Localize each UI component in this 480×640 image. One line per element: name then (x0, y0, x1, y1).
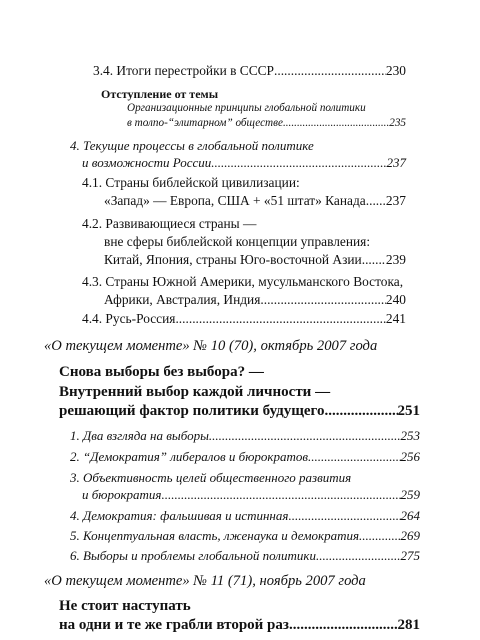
issue-header-10: «О текущем моменте» № 10 (70), октябрь 2007 года (44, 338, 378, 354)
toc-entry-label: 2. “Демократия” либералов и бюрократов (70, 449, 308, 464)
toc-entry-page: 239 (385, 252, 406, 267)
toc-section-2 (70, 449, 420, 465)
toc-entry-page: 230 (385, 63, 406, 78)
digression-line1: Организационные принципы глобальной политики (127, 102, 366, 114)
toc-entry-page: 235 (389, 117, 406, 129)
article-title-line1: Снова выборы без выбора? — (59, 364, 264, 380)
toc-entry-page: 237 (386, 155, 406, 170)
toc-entry-label: 1. Два взгляда на выборы (70, 428, 209, 443)
leader-dots (175, 311, 385, 327)
toc-entry-4-4 (82, 311, 406, 327)
toc-entry-4-2-line1: 4.2. Развивающиеся страны — (82, 216, 257, 231)
toc-entry-label: и бюрократия (82, 487, 162, 502)
toc-entry-3-4 (93, 63, 406, 79)
toc-entry-label: в толпо-“элитарном” обществе (127, 117, 283, 129)
toc-entry-4-3-line1: 4.3. Страны Южной Америки, мусульманского Востока, (82, 274, 404, 289)
leader-dots (260, 292, 386, 308)
leader-dots (316, 548, 401, 564)
toc-entry-page: 237 (385, 193, 406, 208)
leader-dots (211, 155, 386, 171)
toc-entry-label: Африки, Австралия, Индия (104, 292, 261, 307)
digression-title: Отступление от темы (101, 87, 219, 101)
toc-entry-page: 241 (385, 311, 406, 326)
toc-entry-label: 3.4. Итоги перестройки в СССР (93, 63, 275, 78)
toc-entry-label: 5. Концептуальная власть, лженаука и демократия (70, 528, 360, 543)
toc-section-5 (70, 528, 420, 544)
article-title-line2: Внутренний выбор каждой личности — (59, 384, 331, 400)
leader-dots (274, 63, 386, 79)
leader-dots (325, 403, 398, 420)
toc-entry-label: решающий фактор политики будущего (59, 403, 325, 419)
leader-dots (288, 508, 400, 524)
toc-entry-4 (82, 155, 406, 171)
toc-entry-4-2 (104, 252, 406, 268)
toc-entry-4-2-line2: вне сферы библейской концепции управления: (104, 234, 371, 249)
toc-entry-page: 253 (400, 428, 420, 443)
toc-entry-4-1 (104, 193, 406, 209)
leader-dots (359, 528, 400, 544)
toc-entry-page: 256 (400, 449, 420, 464)
toc-section-4 (70, 508, 420, 524)
leader-dots (283, 117, 389, 129)
toc-entry-page: 251 (397, 403, 420, 419)
toc-entry-page: 240 (385, 292, 406, 307)
toc-article-2 (59, 617, 420, 634)
toc-entry-label: 4.4. Русь-Россия (82, 311, 176, 326)
toc-section-6 (70, 548, 420, 564)
toc-entry-digression (127, 117, 406, 129)
toc-entry-label: на одни и те же грабли второй раз (59, 617, 289, 633)
leader-dots (366, 193, 386, 209)
leader-dots (362, 252, 386, 268)
leader-dots (209, 428, 401, 444)
toc-entry-label: и возможности России (82, 155, 212, 170)
toc-entry-page: 259 (400, 487, 420, 502)
toc-article-1 (59, 403, 420, 420)
toc-entry-4-1-line1: 4.1. Страны библейской цивилизации: (82, 175, 300, 190)
toc-entry-page: 275 (400, 548, 420, 563)
leader-dots (161, 487, 400, 503)
leader-dots (289, 617, 398, 634)
toc-entry-page: 281 (397, 617, 420, 633)
toc-entry-4-line1: 4. Текущие процессы в глобальной политике (70, 138, 314, 153)
toc-section-3-line1: 3. Объективность целей общественного развития (70, 470, 352, 485)
toc-entry-label: «Запад» — Европа, США + «51 штат» Канада (104, 193, 366, 208)
toc-section-1 (70, 428, 420, 444)
toc-entry-page: 264 (400, 508, 420, 523)
issue-header-11: «О текущем моменте» № 11 (71), ноябрь 2007 года (44, 573, 366, 589)
toc-entry-page: 269 (400, 528, 420, 543)
article-2-title-line1: Не стоит наступать (59, 598, 191, 614)
toc-section-3 (82, 487, 420, 503)
toc-entry-label: 6. Выборы и проблемы глобальной политики (70, 548, 316, 563)
toc-entry-4-3 (104, 292, 406, 308)
toc-entry-label: Китай, Япония, страны Юго-восточной Азии (104, 252, 362, 267)
toc-entry-label: 4. Демократия: фальшивая и истинная (70, 508, 289, 523)
leader-dots (308, 449, 401, 465)
